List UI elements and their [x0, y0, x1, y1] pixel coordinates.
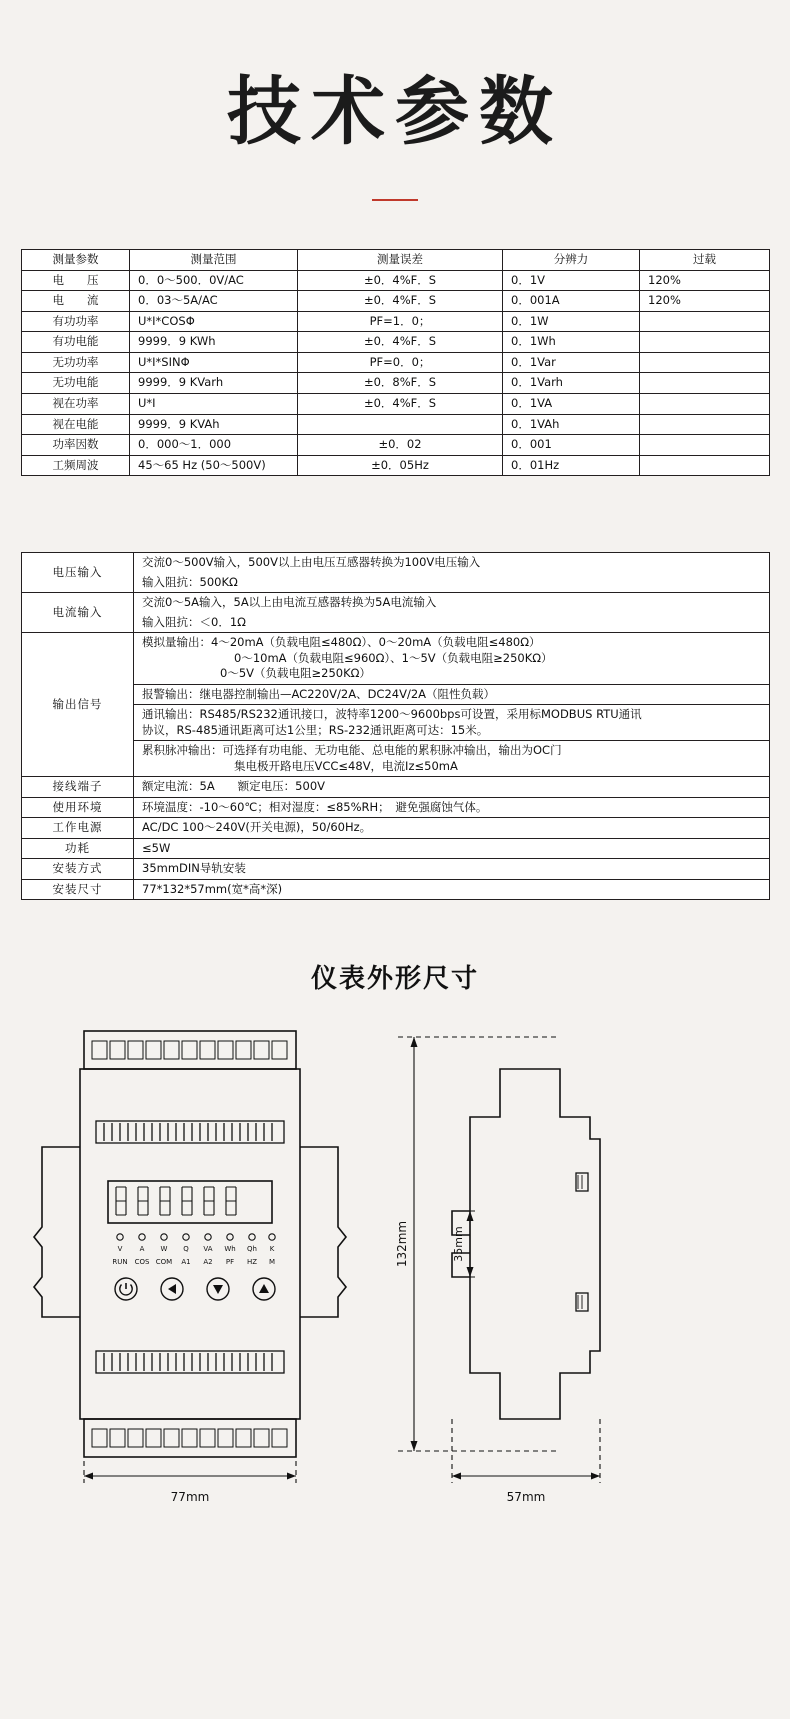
table-row — [22, 818, 770, 839]
row-value: AC/DC 100～240V(开关电源)，50/60Hz。 — [134, 818, 770, 839]
front-left-bracket — [34, 1147, 80, 1317]
indicator-label: A2 — [203, 1258, 213, 1267]
side-inner-label: 35mm — [452, 1226, 465, 1263]
cell-error: ±0．4%F．S — [298, 291, 503, 312]
table-row — [22, 332, 770, 353]
indicator-labels-row2 — [112, 1258, 275, 1266]
indicator-label: HZ — [246, 1258, 258, 1267]
output-line: 0～10mA（负载电阻≤960Ω）、1～5V（负载电阻≥250KΩ） — [234, 650, 553, 665]
row-value-alarm-output: 报警输出：继电器控制输出—AC220V/2A、DC24V/2A（阻性负载） — [134, 684, 770, 705]
drawing-svg — [0, 1021, 790, 1505]
cell-error — [298, 414, 503, 435]
cell-resolution: 0．001A — [503, 291, 640, 312]
cell-error: ±0．05Hz — [298, 455, 503, 476]
indicator-label: A1 — [181, 1258, 191, 1267]
row-value: 额定电流：5A 额定电压：500V — [134, 777, 770, 798]
row-value: 35mmDIN导轨安装 — [134, 859, 770, 880]
table-row — [22, 553, 770, 573]
col-header-overload: 过载 — [640, 250, 770, 271]
cell-param: 无功功率 — [22, 352, 130, 373]
table-row — [22, 705, 770, 741]
up-arrow-icon — [259, 1284, 269, 1293]
table-row — [22, 838, 770, 859]
dimension-drawing — [0, 1021, 790, 1505]
indicator-label: RUN — [112, 1258, 128, 1267]
indicator-label: Qh — [247, 1245, 257, 1254]
cell-range: 0．000～1．000 — [130, 435, 298, 456]
table-row — [22, 291, 770, 312]
row-label-current-input: 电流输入 — [22, 593, 134, 633]
cell-range: 0．0～500．0V/AC — [130, 270, 298, 291]
cell-param: 有功功率 — [22, 311, 130, 332]
row-label-mounting: 安装方式 — [22, 859, 134, 880]
row-label-terminals: 接线端子 — [22, 777, 134, 798]
cell-overload — [640, 352, 770, 373]
cell-param: 有功电能 — [22, 332, 130, 353]
row-value: 环境温度：-10～60℃；相对湿度：≤85%RH； 避免强腐蚀气体。 — [134, 797, 770, 818]
indicator-label: A — [139, 1245, 145, 1254]
table-row — [22, 352, 770, 373]
top-vent-grille — [96, 1121, 284, 1143]
row-label-consumption: 功耗 — [22, 838, 134, 859]
indicator-label: VA — [203, 1245, 213, 1254]
row-value: ≤5W — [134, 838, 770, 859]
cell-error: PF=1．0； — [298, 311, 503, 332]
cell-range: U*I — [130, 394, 298, 415]
cell-range: U*I*SINΦ — [130, 352, 298, 373]
front-right-bracket — [300, 1147, 346, 1317]
cell-overload: 120% — [640, 270, 770, 291]
cell-overload — [640, 435, 770, 456]
cell-error: ±0．02 — [298, 435, 503, 456]
indicator-labels-row1 — [118, 1245, 275, 1253]
table-row — [22, 859, 770, 880]
front-width-label: 77mm — [170, 1490, 210, 1505]
table-row — [22, 741, 770, 777]
indicator-label: Wh — [224, 1245, 236, 1254]
table-row — [22, 573, 770, 593]
cell-param: 电 压 — [22, 270, 130, 291]
table-row — [22, 593, 770, 613]
spec-table-wrap — [21, 249, 769, 476]
top-terminal-block — [84, 1031, 296, 1069]
cell-error: ±0．4%F．S — [298, 270, 503, 291]
side-height-label: 132mm — [395, 1221, 409, 1268]
indicator-label: V — [117, 1245, 123, 1254]
table-header-row — [22, 250, 770, 271]
cell-error: ±0．4%F．S — [298, 394, 503, 415]
cell-overload — [640, 373, 770, 394]
row-label-dimensions: 安装尺寸 — [22, 879, 134, 900]
indicator-label: COM — [155, 1258, 173, 1267]
indicator-label: M — [268, 1258, 276, 1267]
side-profile-outline — [470, 1069, 600, 1419]
left-arrow-icon — [168, 1284, 176, 1294]
output-line: 模拟量输出：4～20mA（负载电阻≤480Ω）、0～20mA（负载电阻≤480Ω） — [142, 635, 541, 650]
cell-resolution: 0．1W — [503, 311, 640, 332]
cell-error: ±0．4%F．S — [298, 332, 503, 353]
dimensions-title: 仪表外形尺寸 — [310, 964, 479, 995]
spec-table — [21, 249, 770, 476]
title-block — [0, 0, 790, 201]
row-value-comm-output — [134, 705, 770, 741]
cell-param: 工频周波 — [22, 455, 130, 476]
row-value-pulse-output — [134, 741, 770, 777]
table-row — [22, 777, 770, 798]
front-button-glyphs — [120, 1283, 269, 1295]
table-row — [22, 373, 770, 394]
table-row — [22, 613, 770, 633]
cell-range: 9999．9 KVarh — [130, 373, 298, 394]
side-height-extension-lines — [398, 1037, 560, 1451]
cell-param: 无功电能 — [22, 373, 130, 394]
indicator-leds — [117, 1234, 275, 1240]
down-arrow-icon — [213, 1285, 223, 1294]
cell-overload — [640, 311, 770, 332]
cell-overload: 120% — [640, 291, 770, 312]
indicator-label: PF — [225, 1258, 235, 1267]
row-value: 交流0～500V输入，500V以上由电压互感器转换为100V电压输入 — [134, 553, 770, 573]
row-value-analog-output — [134, 633, 770, 685]
cell-range: 9999．9 KVAh — [130, 414, 298, 435]
table-gap — [0, 476, 790, 504]
top-terminal-screws — [92, 1041, 287, 1059]
side-panel-features — [576, 1173, 588, 1311]
col-header-range: 测量范围 — [130, 250, 298, 271]
table-row — [22, 684, 770, 705]
cell-param: 功率因数 — [22, 435, 130, 456]
table-row — [22, 797, 770, 818]
cell-resolution: 0．01Hz — [503, 455, 640, 476]
indicator-label: W — [160, 1245, 168, 1254]
cell-resolution: 0．001 — [503, 435, 640, 456]
table-row — [22, 394, 770, 415]
indicator-label: Q — [183, 1245, 189, 1254]
row-value: 交流0～5A输入，5A以上由电流互感器转换为5A电流输入 — [134, 593, 770, 613]
table-row — [22, 455, 770, 476]
cell-overload — [640, 332, 770, 353]
cell-resolution: 0．1VA — [503, 394, 640, 415]
bottom-terminal-screws — [92, 1429, 287, 1447]
output-line: 累积脉冲输出：可选择有功电能、无功电能、总电能的累积脉冲输出，输出为OC门 — [142, 743, 562, 758]
col-header-param: 测量参数 — [22, 250, 130, 271]
table-row — [22, 633, 770, 685]
cell-resolution: 0．1Var — [503, 352, 640, 373]
table-row — [22, 414, 770, 435]
cell-overload — [640, 455, 770, 476]
led-digits — [116, 1187, 236, 1215]
cell-overload — [640, 394, 770, 415]
cell-resolution: 0．1Wh — [503, 332, 640, 353]
col-header-resolution: 分辨力 — [503, 250, 640, 271]
row-label-power-supply: 工作电源 — [22, 818, 134, 839]
row-label-environment: 使用环境 — [22, 797, 134, 818]
cell-range: 0．03～5A/AC — [130, 291, 298, 312]
cell-resolution: 0．1Varh — [503, 373, 640, 394]
title-divider — [372, 199, 418, 201]
col-header-error: 测量误差 — [298, 250, 503, 271]
cell-param: 电 流 — [22, 291, 130, 312]
side-depth-label: 57mm — [506, 1490, 546, 1505]
output-line: 通讯输出：RS485/RS232通讯接口，波特率1200～9600bps可设置，采用标MODBUS RTU通讯 — [142, 707, 642, 722]
bottom-vent-grille — [96, 1351, 284, 1373]
page-title: 技术参数 — [227, 69, 563, 155]
row-label-voltage-input: 电压输入 — [22, 553, 134, 593]
output-line: 集电极开路电压VCC≤48V，电流Iz≤50mA — [234, 758, 458, 773]
table-row — [22, 879, 770, 900]
row-value: 输入阻抗：500KΩ — [134, 573, 770, 593]
cell-resolution: 0．1V — [503, 270, 640, 291]
output-line: 协议，RS-485通讯距离可达1公里；RS-232通讯距离可达：15米。 — [142, 722, 489, 737]
cell-resolution: 0．1VAh — [503, 414, 640, 435]
detail-table-wrap — [21, 552, 769, 900]
indicator-label: K — [269, 1245, 275, 1254]
front-width-extension-lines — [84, 1461, 296, 1483]
indicator-label: COS — [134, 1258, 150, 1267]
table-row — [22, 435, 770, 456]
cell-error: ±0．8%F．S — [298, 373, 503, 394]
cell-range: 45～65 Hz (50～500V) — [130, 455, 298, 476]
row-value: 77*132*57mm(宽*高*深) — [134, 879, 770, 900]
row-value: 输入阻抗：＜0．1Ω — [134, 613, 770, 633]
cell-error: PF=0．0； — [298, 352, 503, 373]
row-label-output-signal: 输出信号 — [22, 633, 134, 777]
cell-range: 9999．9 KWh — [130, 332, 298, 353]
table-row — [22, 270, 770, 291]
output-line: 0～5V（负载电阻≥250KΩ） — [220, 666, 371, 681]
front-buttons — [115, 1278, 275, 1300]
detail-table — [21, 552, 770, 900]
cell-range: U*I*COSΦ — [130, 311, 298, 332]
cell-overload — [640, 414, 770, 435]
cell-param: 视在功率 — [22, 394, 130, 415]
cell-param: 视在电能 — [22, 414, 130, 435]
table-row — [22, 311, 770, 332]
bottom-terminal-block — [84, 1419, 296, 1457]
